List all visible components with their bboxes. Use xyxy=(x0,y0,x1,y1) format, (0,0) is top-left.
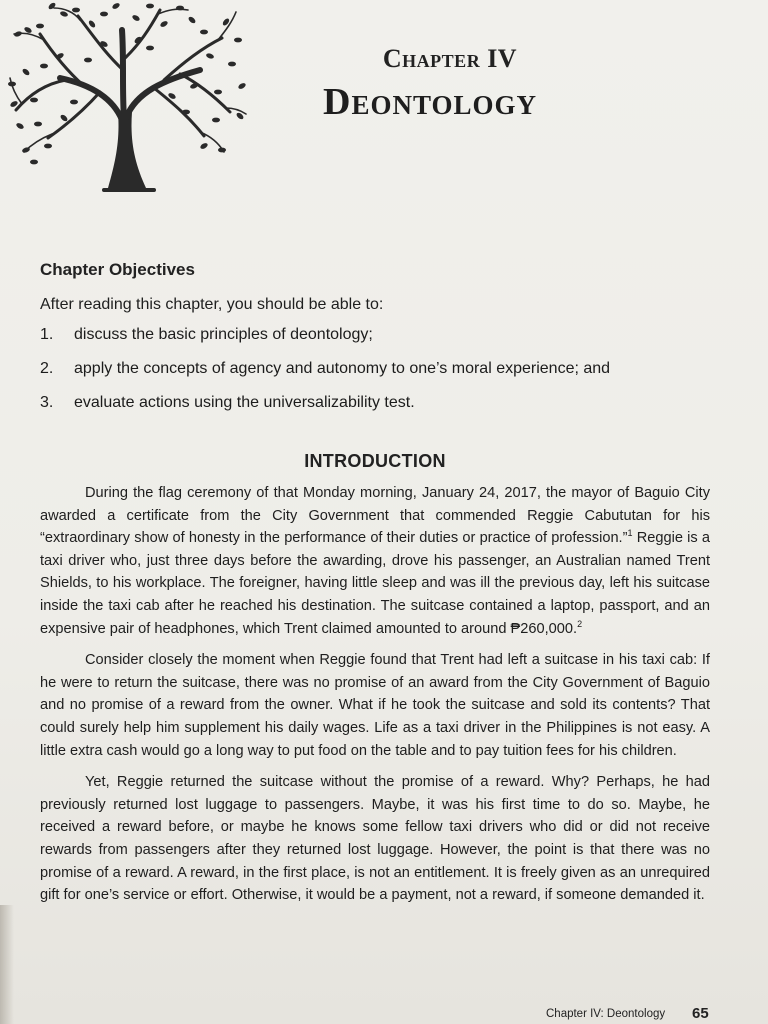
paragraph-3: Yet, Reggie returned the suitcase without the promise of a reward. Why? Perhaps, he had previously returned lost luggage to passengers. Maybe, it was his first time to do so. Maybe, he received a reward before, or maybe he knows some fellow taxi drivers who did or did not receive rewards from passengers after they returned lost luggage. However, the point is that there was no promise of a reward. A reward, in the first place, is not an entitlement. It is freely given as an unrequired gift for one’s service or effort. Otherwise, it would be a payment, not a reward, if someone demanded it. xyxy=(40,774,710,904)
tree-icon xyxy=(4,0,249,195)
page-number: 65 xyxy=(692,1005,709,1022)
running-head: Chapter IV: Deontology xyxy=(546,1008,666,1020)
objective-text: apply the concepts of agency and autonomy to one’s moral experience; and xyxy=(74,360,611,377)
objective-item xyxy=(40,326,680,360)
chapter-title: Deontology xyxy=(323,81,537,123)
page-edge-shadow xyxy=(0,905,14,1024)
objective-number: 3. xyxy=(40,394,54,411)
paragraph-2: Consider closely the moment when Reggie found that Trent had left a suitcase in his taxi cab: If he were to return the suitcase, there was no promise of an award from the City Government of Baguio and no promise of a reward from the owner. What if he took the suitcase and sold its contents? That could surely help him supplement his daily wages. Life as a taxi driver in the Philippines is not easy. A little extra cash would go a long way to put food on the table and to pay tuition fees for his children. xyxy=(40,652,710,759)
objective-number: 1. xyxy=(40,326,54,343)
objective-text: discuss the basic principles of deontology; xyxy=(74,326,373,343)
objective-number: 2. xyxy=(40,360,54,377)
objective-item xyxy=(40,360,680,394)
footnote-marker-2[interactable]: 2 xyxy=(577,618,583,629)
footnote-marker-1[interactable]: 1 xyxy=(627,528,633,539)
introduction-heading: INTRODUCTION xyxy=(304,451,446,471)
objectives-intro: After reading this chapter, you should be able to: xyxy=(40,296,384,313)
objectives-list xyxy=(40,326,680,428)
paragraph-1-part-a: During the flag ceremony of that Monday morning, January 24, 2017, the mayor of Baguio City awarded a certificate from the City Government that commended Reggie Cabututan for his “extraordinary show of honesty in the performance of their duties or practice of profession.” xyxy=(40,485,710,547)
objective-text: evaluate actions using the universalizability test. xyxy=(74,394,415,411)
objectives-heading: Chapter Objectives xyxy=(40,260,195,279)
objective-item xyxy=(40,394,680,428)
paragraph-1-part-b: Reggie is a taxi driver who, just three days before the awarding, drove his passenger, an Australian named Trent Shields, to his workplace. The foreigner, having little sleep and was ill the previous day, left his suitcase inside the taxi cab after he reached his destination. The suitcase contained a laptop, passport, and an expensive pair of headphones, which Trent claimed amounted to around ₱260,000. xyxy=(40,530,710,637)
introduction-body xyxy=(40,482,710,916)
chapter-label: Chapter IV xyxy=(382,44,518,73)
paragraph-1 xyxy=(40,482,710,640)
